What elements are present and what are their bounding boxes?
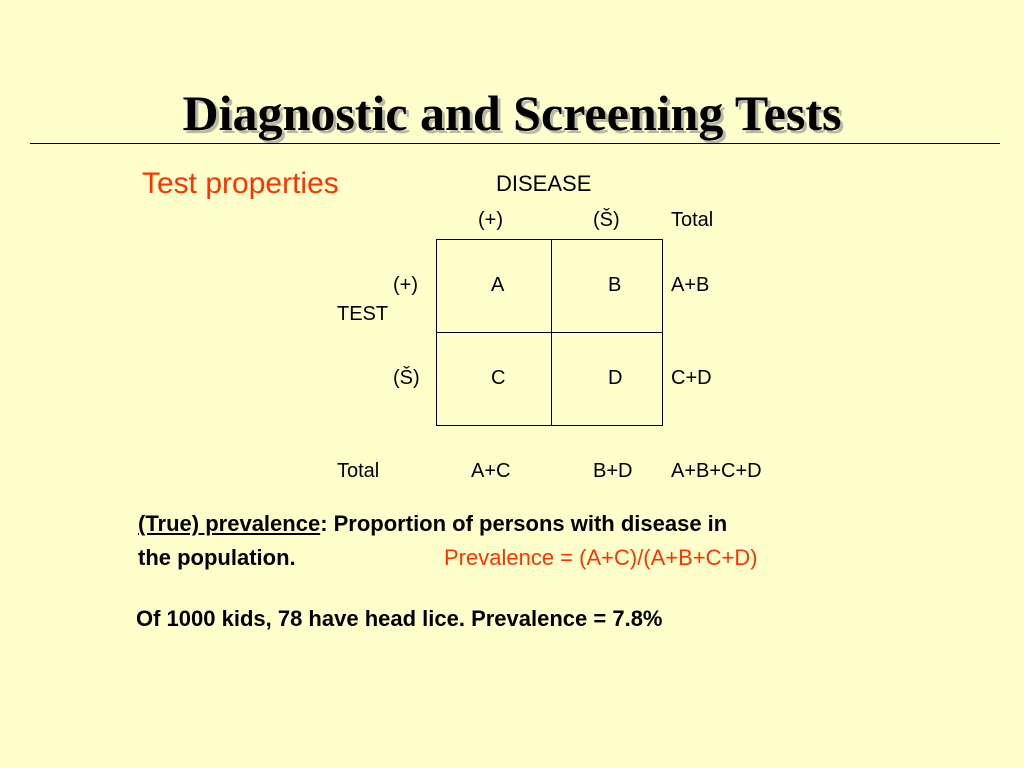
column-group-label: DISEASE — [496, 171, 592, 196]
grid-line-middle — [436, 332, 663, 333]
row-total-positive: A+B — [671, 274, 710, 296]
prevalence-term: (True) prevalence — [138, 511, 321, 536]
prevalence-example: Of 1000 kids, 78 have head lice. Prevalence = 7.8% — [136, 606, 663, 631]
row-label-positive: (+) — [393, 274, 418, 296]
row-group-label: TEST — [337, 303, 389, 325]
row-label-negative: (Š) — [393, 367, 420, 389]
prevalence-formula: Prevalence = (A+C)/(A+B+C+D) — [444, 545, 758, 570]
title-divider — [30, 143, 1000, 144]
cell-b: B — [608, 274, 622, 296]
grid-line-bottom — [436, 425, 663, 426]
grid-line-left — [436, 239, 437, 426]
cell-d: D — [608, 367, 623, 389]
column-header-positive: (+) — [478, 209, 503, 231]
totals-row-label: Total — [337, 460, 380, 482]
column-header-total: Total — [671, 209, 714, 231]
column-total-disease-positive: A+C — [471, 460, 511, 482]
prevalence-definition-line2: the population. — [138, 545, 296, 570]
grid-line-top — [436, 239, 663, 240]
grid-line-right — [662, 239, 663, 426]
cell-a: A — [491, 274, 505, 296]
row-total-negative: C+D — [671, 367, 712, 389]
prevalence-definition-text: : Proportion of persons with disease in — [320, 511, 728, 536]
column-header-negative: (Š) — [593, 209, 620, 231]
column-total-disease-negative: B+D — [593, 460, 633, 482]
cell-c: C — [491, 367, 506, 389]
section-heading: Test properties — [142, 167, 339, 200]
slide-title: Diagnostic and Screening Tests — [182, 85, 842, 141]
grand-total: A+B+C+D — [671, 460, 762, 482]
prevalence-definition-line1 — [138, 507, 727, 541]
grid-line-center — [551, 239, 552, 426]
